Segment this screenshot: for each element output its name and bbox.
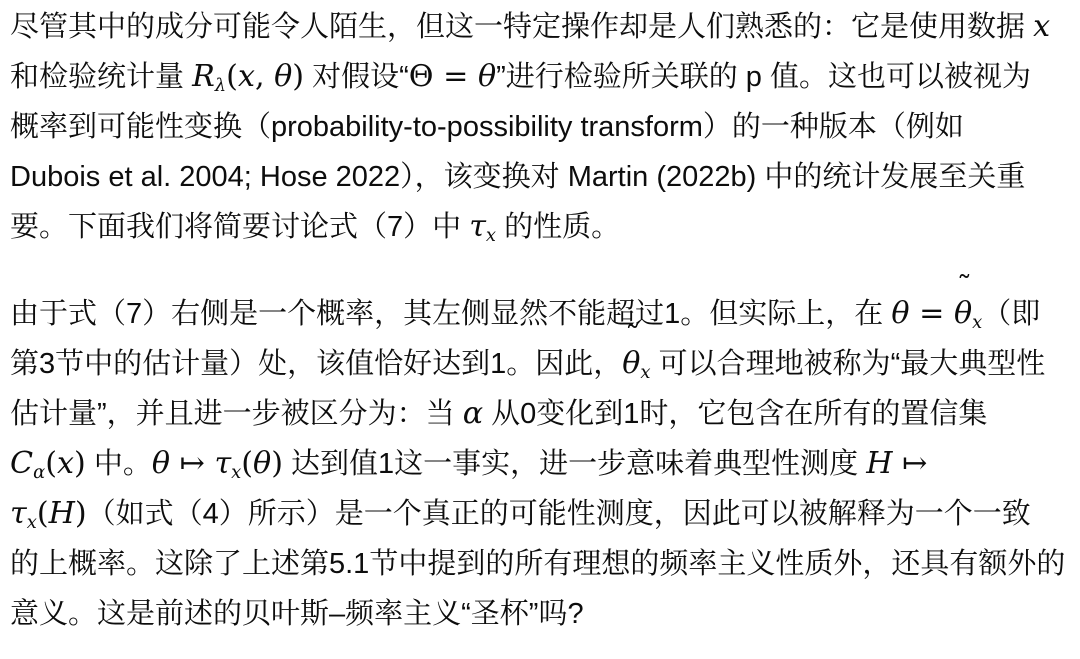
math-upright-run: ( xyxy=(45,446,57,481)
text-line xyxy=(10,539,1070,589)
math-italic-run: α xyxy=(462,396,484,431)
math-upright-run: ) xyxy=(292,59,305,94)
text-run: 估计量”，并且进一步被区分为：当 xyxy=(10,398,463,430)
math-upright-run: ( xyxy=(36,496,49,531)
math-upright-run: ) xyxy=(74,496,87,531)
math-italic-run: H xyxy=(866,446,893,481)
math-italic-run: θ xyxy=(477,59,497,94)
text-run: 第3节中的估计量）处，该值恰好达到1。因此， xyxy=(10,348,623,380)
text-run: （如式（4）所示）是一个真正的可能性测度，因此可以被解释为一个一致 xyxy=(86,498,1031,530)
text-run: 从0变化到1时，它包含在所有的置信集 xyxy=(483,398,988,430)
math-italic-run: H xyxy=(48,496,75,531)
text-line xyxy=(10,102,1070,152)
text-run: 对假设“ xyxy=(304,61,409,93)
text-run: （即 xyxy=(982,298,1041,330)
math-subscript: x xyxy=(640,362,651,384)
math-upright-run: ) xyxy=(271,446,283,481)
tilde-accent: ˜ xyxy=(956,270,972,306)
math-upright-run: ) xyxy=(74,446,86,481)
math-subscript: x xyxy=(972,312,983,334)
text-line xyxy=(10,389,1070,439)
text-line xyxy=(10,2,1070,52)
math-upright-run: = xyxy=(909,296,954,331)
text-line xyxy=(10,270,1070,339)
text-run: 中。 xyxy=(85,448,152,480)
math-italic-run: τ xyxy=(10,496,27,531)
math-italic-run: C xyxy=(10,446,34,481)
math-italic-run: θ ˜ xyxy=(953,270,973,331)
math-upright-run: , xyxy=(254,59,275,94)
math-subscript: x xyxy=(485,225,497,247)
text-run: 的性质。 xyxy=(496,211,621,243)
math-upright-run: ↦ xyxy=(169,446,215,481)
math-italic-run: θ xyxy=(253,446,272,481)
math-italic-run: θ ˜ xyxy=(622,320,641,381)
math-upright-run: ( xyxy=(241,446,254,481)
text-run: 的上概率。这除了上述第5.1节中提到的所有理想的频率主义性质外，还具有额外的 xyxy=(10,548,1066,580)
text-line xyxy=(10,589,1070,639)
math-italic-run: x xyxy=(1033,9,1051,44)
math-italic-run: x xyxy=(56,446,74,481)
math-upright-run: Θ = xyxy=(408,59,478,94)
math-italic-run: x xyxy=(237,59,255,94)
math-italic-run: θ xyxy=(274,59,293,94)
math-italic-run: R xyxy=(192,59,215,94)
math-subscript: x xyxy=(26,512,37,534)
math-italic-run: τ xyxy=(469,209,486,244)
math-subscript: λ xyxy=(214,75,227,97)
text-run: Dubois et al. 2004; Hose 2022），该变换对 Martin (2022b) 中的统计发展至关重 xyxy=(10,161,1026,193)
text-run: 可以合理地被称为“最大典型性 xyxy=(650,348,1046,380)
text-line xyxy=(10,202,1070,252)
text-run: 概率到可能性变换（probability-to-possibility transform）的一种版本（例如 xyxy=(10,111,964,143)
text-run: 达到值1这一事实，进一步意味着典型性测度 xyxy=(282,448,867,480)
text-run: ”进行检验所关联的 p 值。这也可以被视为 xyxy=(496,61,1031,93)
text-line xyxy=(10,52,1070,102)
math-italic-run: θ xyxy=(151,446,170,481)
text-run: 要。下面我们将简要讨论式（7）中 xyxy=(10,211,470,243)
text-run: 意义。这是前述的贝叶斯–频率主义“圣杯”吗? xyxy=(10,598,584,630)
math-upright-run: ( xyxy=(226,59,238,94)
math-upright-run: ↦ xyxy=(892,446,928,481)
text-run: 由于式（7）右侧是一个概率，其左侧显然不能超过1。但实际上，在 xyxy=(10,298,892,330)
text-line xyxy=(10,489,1070,539)
text-run: 和检验统计量 xyxy=(10,61,193,93)
tilde-accent: ˜ xyxy=(625,320,641,356)
text-run: 尽管其中的成分可能令人陌生，但这一特定操作却是人们熟悉的：它是使用数据 xyxy=(10,11,1034,43)
math-subscript: x xyxy=(231,462,242,484)
text-line xyxy=(10,439,1070,489)
paragraph-1 xyxy=(10,2,1070,252)
math-italic-run: τ xyxy=(214,446,232,481)
text-line xyxy=(10,320,1070,389)
text-line xyxy=(10,152,1070,202)
math-italic-run: θ xyxy=(891,296,910,331)
math-subscript: α xyxy=(33,462,46,484)
paragraph-2 xyxy=(10,270,1070,639)
